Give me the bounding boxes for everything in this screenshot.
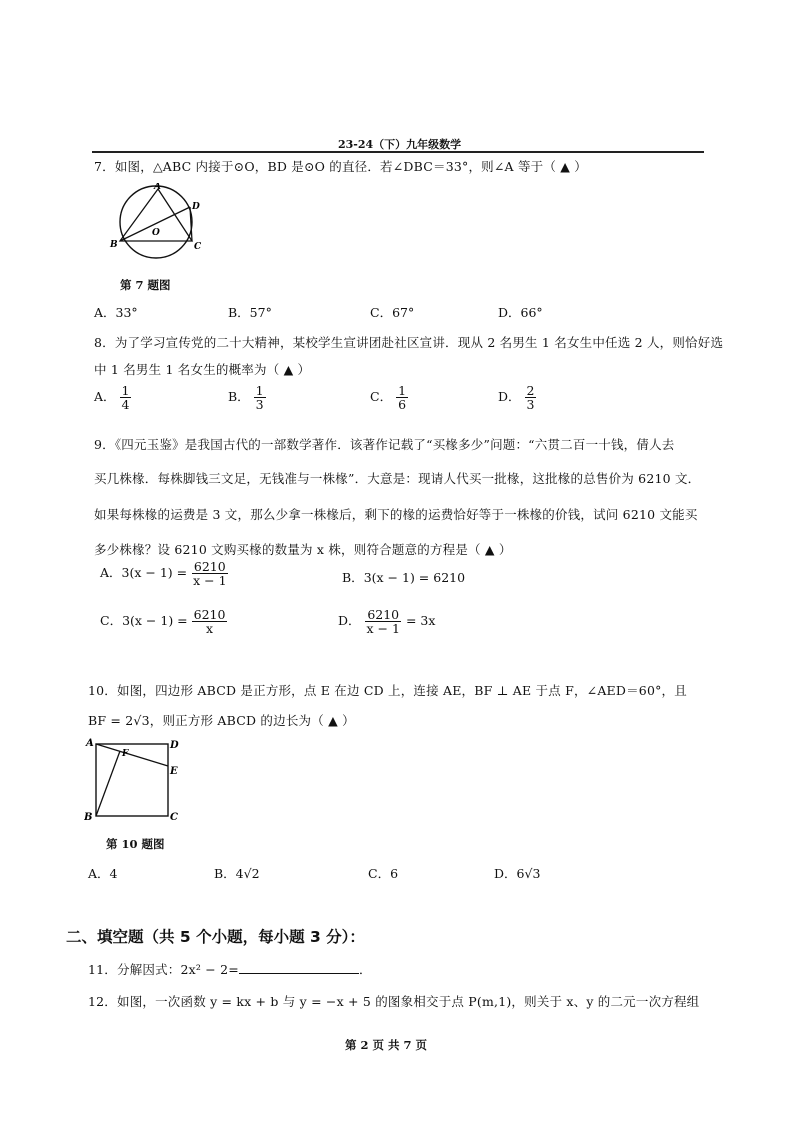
q9-option-c-denominator: x (206, 621, 214, 637)
q9-option-d (338, 608, 435, 635)
q8-option-b (228, 384, 266, 411)
q8-line-2: 中 1 名男生 1 名女生的概率为（ ▲ ） (94, 362, 311, 377)
q9-option-c-numerator: 6210 (193, 607, 226, 622)
q10-option-c: C．6 (368, 866, 399, 881)
q8-option-a-denominator: 4 (121, 397, 130, 413)
q9-option-a-letter: A． (100, 565, 122, 581)
q8-option-c-letter: C． (370, 389, 393, 405)
label-d: D (192, 202, 200, 212)
q8-option-b-numerator: 1 (255, 383, 264, 398)
q9-option-c-fraction (192, 608, 228, 635)
label-e: E (170, 766, 178, 777)
q11-prefix: 11．分解因式：2x² − 2= (88, 962, 239, 977)
q8-option-b-denominator: 3 (255, 397, 264, 413)
q9-option-d-fraction (365, 608, 402, 635)
q9-option-a-denominator: x − 1 (193, 573, 227, 589)
q8-option-d-numerator: 2 (526, 383, 535, 398)
q10-option-b: B．4√2 (214, 866, 260, 881)
q8-option-b-letter: B． (228, 389, 250, 405)
q10-option-a: A．4 (88, 866, 118, 881)
q11 (88, 960, 372, 978)
q9-option-d-denominator: x − 1 (366, 621, 400, 637)
q9-line-4: 多少株椽？设 6210 文购买椽的数量为 x 株，则符合题意的方程是（ ▲ ） (94, 542, 512, 557)
q8-option-a-fraction (120, 384, 132, 411)
segment-bf (96, 751, 120, 816)
q10-square-figure (84, 734, 184, 824)
section-2-title: 二、填空题（共 5 个小题，每小题 3 分）： (66, 928, 365, 946)
q9-option-b-letter: B． (342, 570, 364, 585)
q8-option-d-letter: D． (498, 389, 521, 405)
q8-option-c-numerator: 1 (398, 383, 407, 398)
page-header-title: 23-24（下）九年级数学 (338, 138, 462, 151)
label-c: C (194, 242, 202, 252)
q12-line-1: 12．如图，一次函数 y = kx + b 与 y = −x + 5 的图象相交于点 P(m,1)，则关于 x、y 的二元一次方程组 (88, 994, 700, 1009)
q7-option-b: B．57° (228, 305, 272, 320)
q9-line-1: 9．《四元玉鉴》是我国古代的一部数学著作．该著作记载了“买椽多少”问题：“六贯二百一十钱，倩人去 (94, 437, 675, 452)
label-a: A (86, 738, 94, 749)
q8-option-a-numerator: 1 (121, 383, 130, 398)
q9-option-c (100, 608, 227, 635)
q7-stem: 7．如图，△ABC 内接于⊙O，BD 是⊙O 的直径．若∠DBC＝33°，则∠A 等于（ ▲ ） (94, 159, 587, 174)
q10-line-1: 10．如图，四边形 ABCD 是正方形，点 E 在边 CD 上，连接 AE，BF ⊥ AE 于点 F，∠AED＝60°，且 (88, 683, 687, 698)
q8-option-b-fraction (254, 384, 266, 411)
q7-option-c: C．67° (370, 305, 415, 320)
header-rule (92, 151, 704, 153)
q11-suffix: ． (358, 962, 372, 977)
q8-option-a (94, 384, 131, 411)
q10-figure-caption: 第 10 题图 (106, 837, 165, 851)
q9-option-c-lhs: 3(x − 1) = (122, 613, 188, 629)
label-b: B (84, 812, 93, 823)
q9-option-c-letter: C． (100, 613, 123, 629)
q10-line-2: BF = 2√3，则正方形 ABCD 的边长为（ ▲ ） (88, 713, 355, 728)
q10-option-d: D．6√3 (494, 866, 541, 881)
q8-option-a-letter: A． (94, 389, 116, 405)
q9-option-a-fraction (191, 560, 228, 587)
q8-line-1: 8．为了学习宣传党的二十大精神，某校学生宣讲团赴社区宣讲．现从 2 名男生 1 名女生中任选 2 人，则恰好选 (94, 335, 724, 350)
q7-figure-caption: 第 7 题图 (120, 278, 171, 292)
q8-option-c (370, 384, 408, 411)
q9-line-2: 买几株椽．每株脚钱三文足，无钱准与一株椽”．大意是：现请人代买一批椽，这批椽的总售价为 6210 文． (94, 471, 701, 486)
q7-option-d: D．66° (498, 305, 543, 320)
label-a: A (154, 183, 161, 192)
segment-ae (96, 744, 168, 766)
label-d: D (170, 740, 179, 751)
q9-option-d-rhs: = 3x (405, 613, 436, 629)
label-f: F (122, 749, 129, 759)
q9-option-a-numerator: 6210 (193, 559, 226, 574)
q8-option-c-fraction (396, 384, 408, 411)
q8-option-d-denominator: 3 (526, 397, 535, 413)
label-o: O (152, 228, 160, 238)
q8-option-d-fraction (525, 384, 537, 411)
q8-option-c-denominator: 6 (398, 397, 407, 413)
q7-circle-figure (106, 183, 210, 261)
circle-o (120, 186, 192, 258)
q11-answer-blank (239, 961, 359, 974)
q9-option-d-numerator: 6210 (367, 607, 400, 622)
label-c: C (170, 812, 178, 823)
q9-option-b-equation: 3(x − 1) = 6210 (363, 570, 466, 585)
q9-option-b (342, 568, 465, 586)
page-footer: 第 2 页 共 7 页 (345, 1038, 428, 1052)
q9-option-d-letter: D． (338, 613, 361, 629)
q7-option-a: A．33° (94, 305, 138, 320)
q9-option-a (100, 560, 229, 587)
label-b: B (110, 240, 118, 250)
q8-option-d (498, 384, 536, 411)
q9-option-a-lhs: 3(x − 1) = (121, 565, 188, 581)
q9-line-3: 如果每株椽的运费是 3 文，那么少拿一株椽后，剩下的椽的运费恰好等于一株椽的价钱，试问 6210 文能买 (94, 507, 698, 522)
